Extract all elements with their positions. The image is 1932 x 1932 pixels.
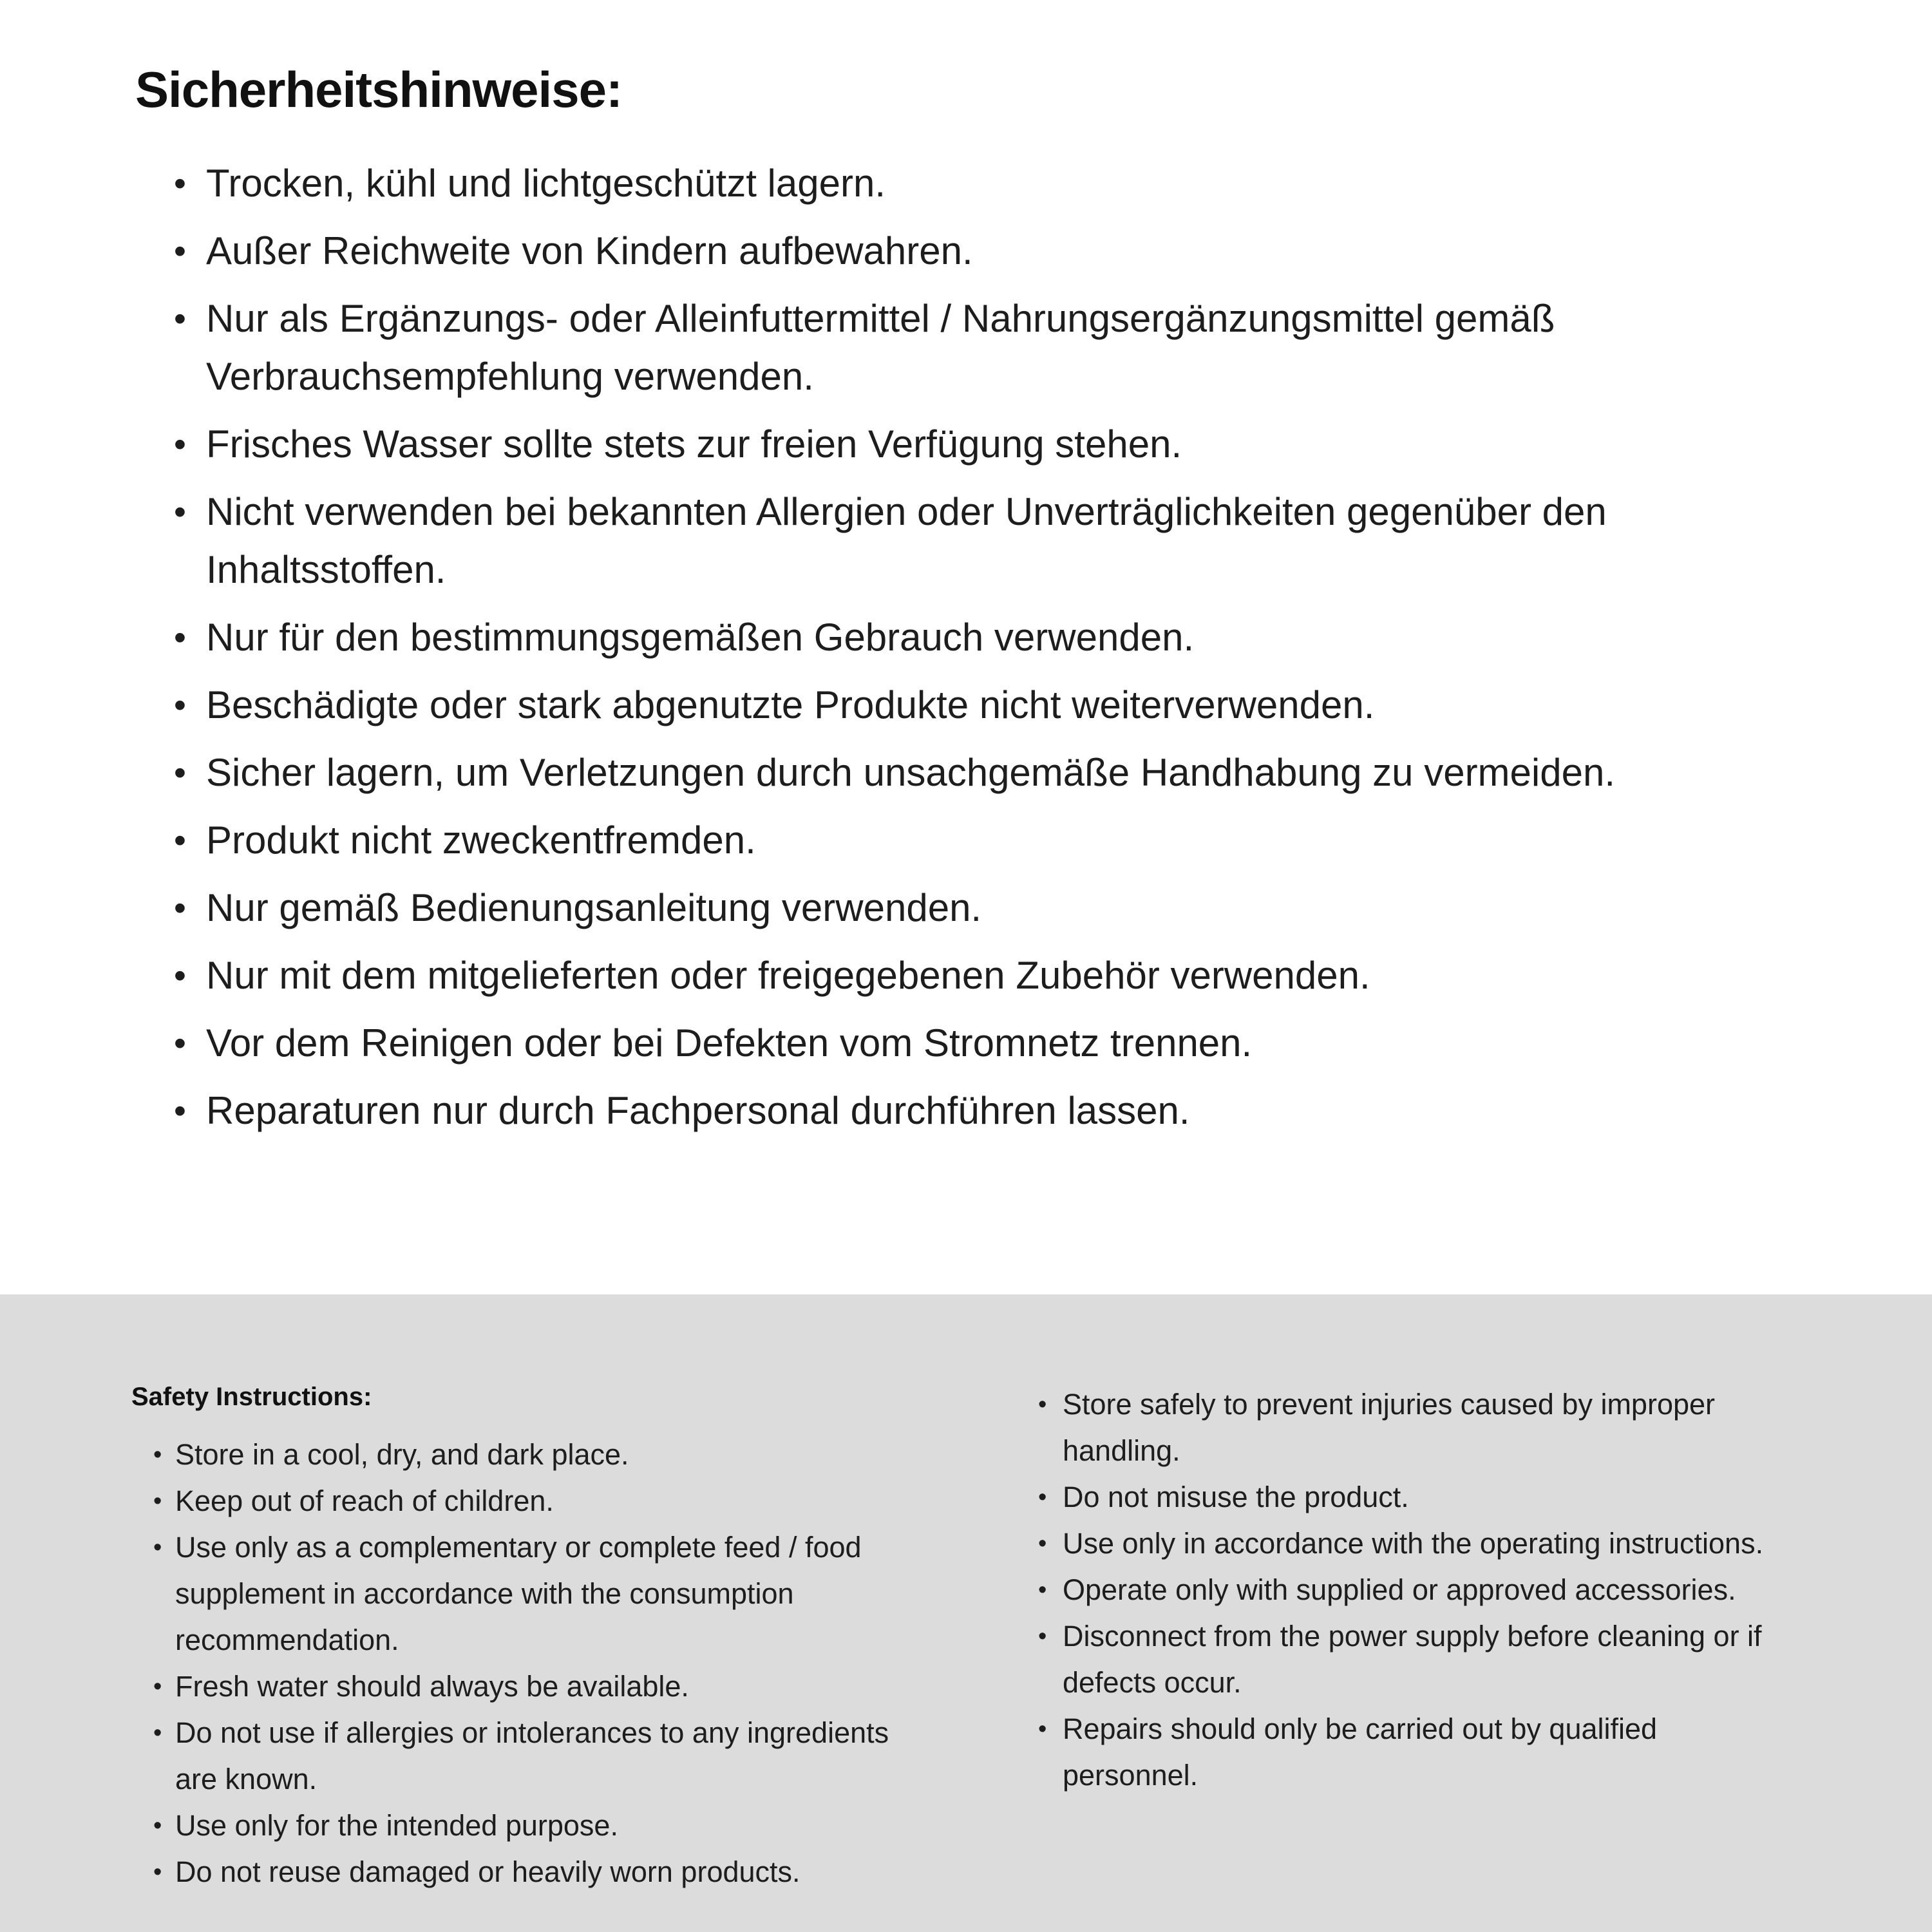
german-safety-item: • Reparaturen nur durch Fachpersonal durchführen lassen. — [206, 1082, 1623, 1140]
german-safety-item: • Außer Reichweite von Kindern aufbewahren. — [206, 222, 1623, 280]
english-safety-item: • Fresh water should always be available. — [175, 1663, 903, 1710]
german-safety-item: • Frisches Wasser sollte stets zur freien Verfügung stehen. — [206, 415, 1623, 473]
german-safety-item: • Nur für den bestimmungsgemäßen Gebrauch verwenden. — [206, 609, 1623, 667]
german-section-title: Sicherheitshinweise: — [135, 61, 622, 118]
english-right-column — [1038, 1381, 1771, 1932]
english-section-title: Safety Instructions: — [131, 1383, 372, 1411]
german-safety-item: • Sicher lagern, um Verletzungen durch unsachgemäße Handhabung zu vermeiden. — [206, 744, 1623, 802]
english-safety-item: • Repairs should only be carried out by qualified personnel. — [1063, 1706, 1771, 1799]
english-safety-item: • Store in a cool, dry, and dark place. — [175, 1432, 903, 1478]
english-safety-item: • Use only as a complementary or complete feed / food supplement in accordance with the consumption recommendation. — [175, 1524, 903, 1663]
german-safety-item: • Nicht verwenden bei bekannten Allergien oder Unverträglichkeiten gegenüber den Inhaltsstoffen. — [206, 483, 1623, 599]
german-safety-item: • Vor dem Reinigen oder bei Defekten vom Stromnetz trennen. — [206, 1014, 1623, 1072]
english-safety-item: • Do not use if allergies or intolerances to any ingredients are known. — [175, 1710, 903, 1803]
german-safety-item: • Trocken, kühl und lichtgeschützt lagern. — [206, 155, 1623, 213]
english-safety-item: • Operate only with supplied or approved accessories. — [1063, 1567, 1771, 1613]
english-safety-item: • Use only in accordance with the operating instructions. — [1063, 1520, 1771, 1567]
german-safety-item: • Produkt nicht zweckentfremden. — [206, 811, 1623, 869]
english-left-column — [131, 1381, 900, 1932]
english-safety-item: • Do not misuse the product. — [1063, 1474, 1771, 1520]
german-safety-item: • Nur als Ergänzungs- oder Alleinfuttermittel / Nahrungsergänzungsmittel gemäß Verbrauchsempfehlung verwenden. — [206, 290, 1623, 406]
german-safety-list — [135, 155, 1623, 1140]
english-safety-item: • Disconnect from the power supply before cleaning or if defects occur. — [1063, 1613, 1771, 1706]
english-safety-item: • Keep out of reach of children. — [175, 1478, 903, 1524]
english-safety-list-right — [1038, 1381, 1771, 1799]
english-safety-item: • Use only for the intended purpose. — [175, 1803, 903, 1849]
english-safety-item: • Store safely to prevent injuries caused by improper handling. — [1063, 1381, 1771, 1474]
english-safety-list-left — [131, 1432, 903, 1895]
english-safety-section — [0, 1294, 1932, 1932]
english-safety-item: • Do not reuse damaged or heavily worn products. — [175, 1849, 903, 1895]
german-safety-item: • Beschädigte oder stark abgenutzte Produkte nicht weiterverwenden. — [206, 676, 1623, 734]
german-safety-item: • Nur gemäß Bedienungsanleitung verwenden. — [206, 879, 1623, 937]
german-safety-item: • Nur mit dem mitgelieferten oder freigegebenen Zubehör verwenden. — [206, 947, 1623, 1005]
